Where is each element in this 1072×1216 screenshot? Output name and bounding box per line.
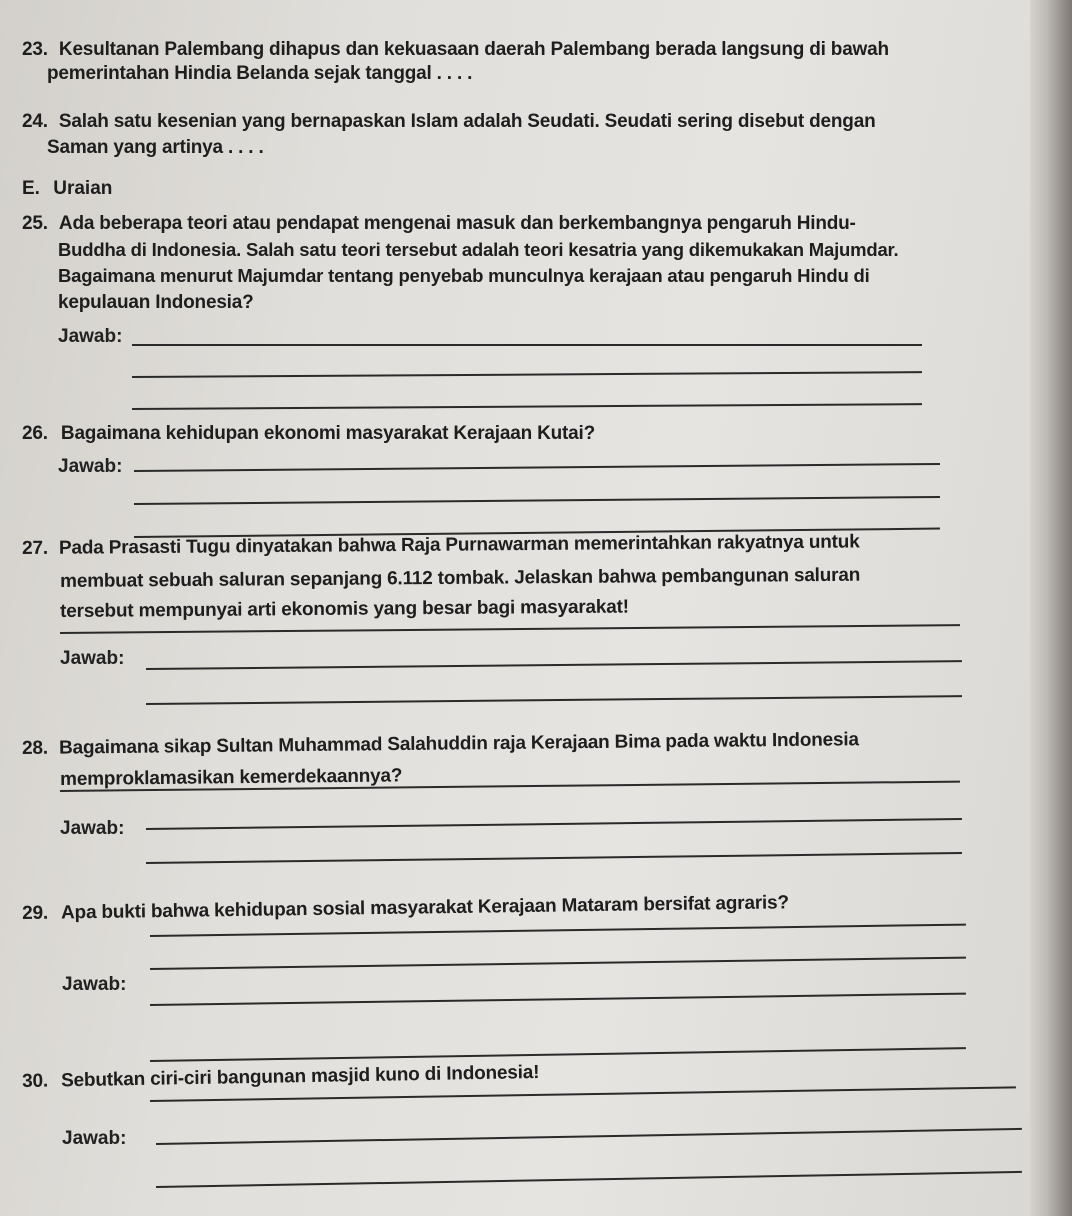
question-30-text: Sebutkan ciri-ciri bangunan masjid kuno di Indonesia! xyxy=(60,1061,540,1092)
question-27-number: 27. xyxy=(22,537,49,559)
question-24-number: 24. xyxy=(22,111,48,132)
answer-line[interactable] xyxy=(146,852,962,864)
question-27-text-cont-2: tersebut mempunyai arti ekonomis yang besar bagi masyarakat! xyxy=(60,596,629,622)
question-29-number: 29. xyxy=(22,902,49,924)
question-25-text-cont-3: kepulauan Indonesia? xyxy=(58,292,254,313)
question-27 xyxy=(22,529,1032,560)
question-23-text: Kesultanan Palembang dihapus dan kekuasaan daerah Palembang berada langsung di bawah xyxy=(58,39,889,60)
section-letter: E. xyxy=(22,178,40,199)
question-25-text-cont-1: Buddha di Indonesia. Salah satu teori tersebut adalah teori kesatria yang dikemukakan Majumdar. xyxy=(58,239,899,260)
answer-line[interactable] xyxy=(150,924,966,937)
answer-label-27: Jawab: xyxy=(60,648,125,669)
question-28 xyxy=(22,726,1032,760)
answer-line[interactable] xyxy=(60,624,960,633)
answer-line[interactable] xyxy=(156,1128,1022,1145)
answer-label-29: Jawab: xyxy=(62,974,127,995)
question-28-text: Bagaimana sikap Sultan Muhammad Salahuddin raja Kerajaan Bima pada waktu Indonesia xyxy=(58,729,859,759)
answer-label-26: Jawab: xyxy=(58,456,123,477)
question-24-text: Salah satu kesenian yang bernapaskan Islam adalah Seudati. Seudati sering disebut dengan xyxy=(58,111,876,132)
section-heading xyxy=(22,178,112,200)
question-23 xyxy=(22,38,1022,61)
question-29-text: Apa bukti bahwa kehidupan sosial masyarakat Kerajaan Mataram bersifat agraris? xyxy=(60,892,789,924)
answer-line[interactable] xyxy=(134,496,940,505)
question-27-text-cont-1: membuat sebuah saluran sepanjang 6.112 tombak. Jelaskan bahwa pembangunan saluran xyxy=(60,564,861,592)
answer-line[interactable] xyxy=(132,403,922,409)
answer-label-28: Jawab: xyxy=(60,818,125,839)
answer-line[interactable] xyxy=(146,695,962,704)
question-30 xyxy=(22,1052,1032,1093)
question-28-text-cont: memproklamasikan kemerdekaannya? xyxy=(60,765,403,790)
answer-line[interactable] xyxy=(146,660,962,669)
answer-line[interactable] xyxy=(134,463,940,472)
question-26 xyxy=(22,422,1022,445)
question-26-number: 26. xyxy=(22,423,48,444)
question-25-text: Ada beberapa teori atau pendapat mengenai masuk dan berkembangnya pengaruh Hindu- xyxy=(58,213,856,234)
answer-line[interactable] xyxy=(132,371,922,377)
answer-line[interactable] xyxy=(150,1086,1016,1101)
section-title: Uraian xyxy=(53,178,113,199)
question-25-number: 25. xyxy=(22,213,48,234)
question-24 xyxy=(22,110,1022,133)
question-23-text-cont: pemerintahan Hindia Belanda sejak tanggal . . . . xyxy=(47,63,473,84)
answer-line[interactable] xyxy=(132,344,922,346)
answer-label-30: Jawab: xyxy=(62,1128,127,1149)
question-25 xyxy=(22,212,1022,235)
answer-line[interactable] xyxy=(156,1171,1022,1188)
question-27-text: Pada Prasasti Tugu dinyatakan bahwa Raja Purnawarman memerintahkan rakyatnya untuk xyxy=(58,531,860,559)
answer-label-25: Jawab: xyxy=(58,326,123,347)
question-29 xyxy=(22,888,1032,925)
answer-line[interactable] xyxy=(146,818,962,830)
question-26-text: Bagaimana kehidupan ekonomi masyarakat Kerajaan Kutai? xyxy=(60,423,595,444)
question-23-number: 23. xyxy=(22,39,48,60)
question-28-number: 28. xyxy=(22,737,49,759)
question-25-text-cont-2: Bagaimana menurut Majumdar tentang penyebab munculnya kerajaan atau pengaruh Hindu di xyxy=(58,265,870,286)
question-30-number: 30. xyxy=(22,1070,49,1092)
answer-line[interactable] xyxy=(150,957,966,970)
question-24-text-cont: Saman yang artinya . . . . xyxy=(47,137,264,158)
page-edge-shadow xyxy=(1030,0,1072,1216)
answer-line[interactable] xyxy=(150,993,966,1006)
